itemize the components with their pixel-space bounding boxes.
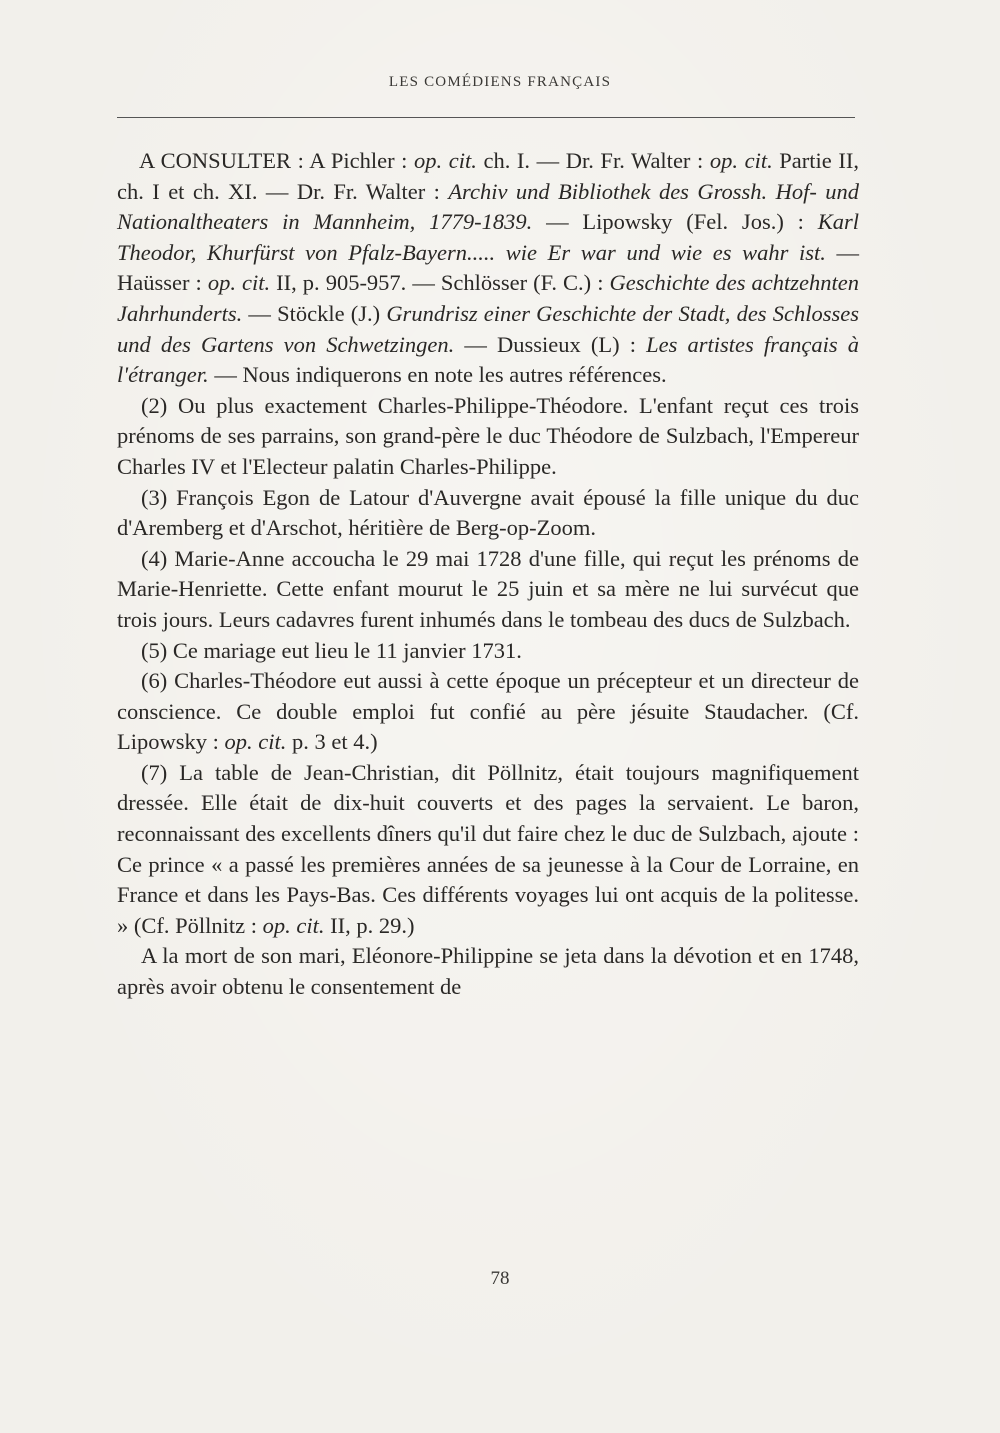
- note-paragraph: [117, 483, 859, 544]
- text-run: (4) Marie-Anne accoucha le 29 mai 1728 d'une fille, qui reçut les prénoms de Marie-Henriette. Cette enfant mourut le 25 juin et sa mère ne lui survécut que trois jours. Leurs cadavres furent inhumés dans le tombeau des ducs de Sulzbach.: [117, 545, 859, 632]
- text-run: — Lipowsky (Fel. Jos.) :: [532, 209, 818, 235]
- text-run: — Haüsser :: [117, 239, 860, 296]
- italic-run: op. cit.: [207, 270, 271, 296]
- text-run: A la mort de son mari, Eléonore-Philippine se jeta dans la dévotion et en 1748, après avoir obtenu le consentement de: [117, 943, 859, 1000]
- notes-text: [117, 146, 859, 1003]
- running-head: LES COMÉDIENS FRANÇAIS: [388, 74, 612, 90]
- note-paragraph: [117, 666, 859, 758]
- text-run: A CONSULTER : A Pichler :: [139, 148, 415, 173]
- note-paragraph: [117, 391, 859, 483]
- text-run: (7) La table de Jean-Christian, dit Pöllnitz, était toujours magnifiquement dressée. Elle était de dix-huit couverts et des pages la servaient. Le baron, reconnaissant des excellents dîners qu'il dut faire chez le duc de Sulzbach, ajoute : Ce prince « a passé les premières années de sa jeunesse à la Cour de Lorraine, en France et dans les Pays-Bas. Ces différents voyages lui ont acquis de la politesse. » (Cf. Pöllnitz :: [117, 759, 859, 938]
- note-paragraph: [117, 758, 859, 942]
- body-paragraph: [117, 941, 859, 1002]
- italic-run: op. cit.: [709, 148, 773, 173]
- italic-run: op. cit.: [224, 729, 287, 755]
- text-run: — Nous indiquerons en note les autres références.: [208, 362, 667, 388]
- text-run: II, p. 29.): [324, 912, 415, 938]
- italic-run: op. cit.: [414, 148, 477, 173]
- note-paragraph: [117, 146, 859, 391]
- italic-run: op. cit.: [262, 912, 325, 938]
- text-run: Partie II, ch. I et ch. XI. — Dr. Fr. Walter :: [117, 148, 859, 204]
- text-run: II, p. 905-957. — Schlösser (F. C.) :: [270, 270, 610, 296]
- italic-run: Archiv und Bibliothek des Grossh. Hof- und Nationaltheaters in Mannheim, 1779-1839.: [117, 178, 859, 235]
- page-number: 78: [490, 1268, 510, 1289]
- text-run: p. 3 et 4.): [286, 729, 378, 755]
- italic-run: Grundrisz einer Geschichte der Stadt, des Schlosses und des Gartens von Schwetzingen.: [117, 300, 859, 357]
- note-paragraph: [117, 636, 859, 667]
- text-run: ch. I. — Dr. Fr. Walter :: [476, 148, 710, 173]
- note-paragraph: [117, 544, 859, 636]
- text-run: — Stöckle (J.): [242, 300, 387, 326]
- text-run: (5) Ce mariage eut lieu le 11 janvier 1731.: [141, 637, 522, 663]
- italic-run: Les artistes français à l'étranger.: [117, 331, 859, 388]
- header-rule: [117, 117, 855, 118]
- italic-run: Karl Theodor, Khurfürst von Pfalz-Bayern..... wie Er war und wie es wahr ist.: [117, 209, 859, 265]
- italic-run: Geschichte des achtzehnten Jahrhunderts.: [117, 270, 859, 326]
- text-run: (3) François Egon de Latour d'Auvergne avait épousé la fille unique du duc d'Aremberg et d'Arschot, héritière de Berg-op-Zoom.: [117, 484, 859, 541]
- text-run: — Dussieux (L) :: [454, 331, 647, 357]
- text-run: (6) Charles-Théodore eut aussi à cette époque un précepteur et un directeur de conscience. Ce double emploi fut confié au père jésuite Staudacher. (Cf. Lipowsky :: [117, 668, 859, 755]
- text-run: (2) Ou plus exactement Charles-Philippe-Théodore. L'enfant reçut ces trois prénoms de ses parrains, son grand-père le duc Théodore de Sulzbach, l'Empereur Charles IV et l'Electeur palatin Charles-Philippe.: [117, 392, 859, 479]
